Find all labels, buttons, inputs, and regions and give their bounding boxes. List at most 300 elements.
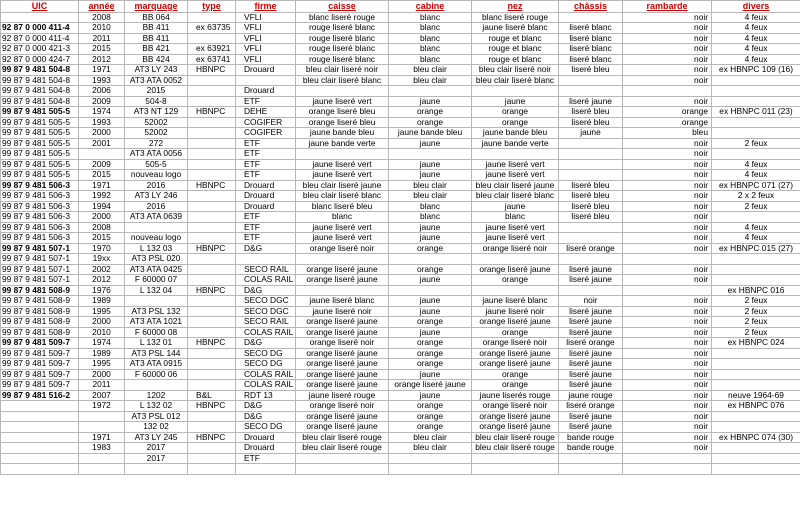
cell-type[interactable] (188, 443, 236, 454)
cell-nez[interactable] (472, 86, 559, 97)
header-nez[interactable]: nez (472, 1, 559, 13)
cell-annee[interactable] (79, 149, 125, 160)
cell-uic[interactable]: 99 87 9 481 508-9 (1, 306, 79, 317)
cell-caisse[interactable]: bleu clair liseré blanc (296, 191, 389, 202)
cell-cabine[interactable]: orange (389, 411, 472, 422)
cell-cabine[interactable]: jaune (389, 390, 472, 401)
cell-nez[interactable]: blanc (472, 212, 559, 223)
cell-marquage[interactable]: BB 421 (125, 44, 188, 55)
cell-type[interactable] (188, 212, 236, 223)
cell-firme[interactable]: VFLI (236, 33, 296, 44)
cell-divers[interactable] (712, 422, 800, 433)
cell-nez[interactable] (472, 453, 559, 464)
cell-type[interactable] (188, 96, 236, 107)
cell-type[interactable]: HBNPC (188, 285, 236, 296)
cell-uic[interactable]: 99 87 9 481 507-1 (1, 243, 79, 254)
cell-cabine[interactable]: jaune (389, 222, 472, 233)
cell-uic[interactable]: 99 87 9 481 506-3 (1, 180, 79, 191)
cell-uic[interactable]: 99 87 9 481 508-9 (1, 327, 79, 338)
cell-cabine[interactable]: orange liseré jaune (389, 380, 472, 391)
cell-nez[interactable]: orange liseré jaune (472, 317, 559, 328)
cell-rambarde[interactable]: noir (623, 296, 712, 307)
cell-type[interactable] (188, 191, 236, 202)
cell-cabine[interactable]: jaune (389, 138, 472, 149)
cell-rambarde[interactable]: noir (623, 338, 712, 349)
cell-rambarde[interactable]: noir (623, 54, 712, 65)
cell-chassis[interactable]: liseré blanc (559, 23, 623, 34)
cell-uic[interactable]: 99 87 9 481 509-7 (1, 348, 79, 359)
cell-annee[interactable]: 2015 (79, 170, 125, 181)
cell-firme[interactable]: D&G (236, 338, 296, 349)
cell-marquage[interactable]: 52002 (125, 117, 188, 128)
cell-rambarde[interactable]: orange (623, 117, 712, 128)
cell-firme[interactable]: COLAS RAIL (236, 369, 296, 380)
cell-rambarde[interactable]: noir (623, 212, 712, 223)
cell-chassis[interactable]: liseré jaune (559, 359, 623, 370)
cell-firme[interactable]: VFLI (236, 54, 296, 65)
cell-rambarde[interactable] (623, 453, 712, 464)
cell-rambarde[interactable]: noir (623, 65, 712, 76)
cell-chassis[interactable]: jaune (559, 128, 623, 139)
cell-marquage[interactable]: AT3 PSL 020 (125, 254, 188, 265)
cell-marquage[interactable]: AT3 PSL 144 (125, 348, 188, 359)
cell-firme[interactable]: VFLI (236, 44, 296, 55)
cell-rambarde[interactable]: noir (623, 327, 712, 338)
cell-divers[interactable]: 2 feux (712, 201, 800, 212)
cell-firme[interactable]: VFLI (236, 23, 296, 34)
cell-cabine[interactable]: jaune (389, 296, 472, 307)
cell-annee[interactable]: 2015 (79, 44, 125, 55)
cell-annee[interactable] (79, 453, 125, 464)
cell-chassis[interactable]: liseré bleu (559, 180, 623, 191)
cell-nez[interactable] (472, 285, 559, 296)
cell-cabine[interactable]: jaune (389, 159, 472, 170)
cell-cabine[interactable]: orange (389, 243, 472, 254)
cell-cabine[interactable]: jaune (389, 96, 472, 107)
cell-nez[interactable]: jaune (472, 201, 559, 212)
cell-nez[interactable]: jaune liserés rouge (472, 390, 559, 401)
cell-caisse[interactable]: bleu clair liseré rouge (296, 443, 389, 454)
cell-caisse[interactable]: blanc (296, 212, 389, 223)
cell-type[interactable] (188, 348, 236, 359)
cell-nez[interactable] (472, 464, 559, 475)
cell-chassis[interactable] (559, 159, 623, 170)
cell-caisse[interactable]: jaune bande bleu (296, 128, 389, 139)
cell-rambarde[interactable]: noir (623, 443, 712, 454)
cell-uic[interactable] (1, 453, 79, 464)
cell-annee[interactable]: 1974 (79, 107, 125, 118)
cell-caisse[interactable]: jaune bande verte (296, 138, 389, 149)
cell-type[interactable] (188, 128, 236, 139)
cell-type[interactable]: B&L (188, 390, 236, 401)
cell-type[interactable] (188, 254, 236, 265)
cell-firme[interactable]: VFLI (236, 12, 296, 23)
cell-divers[interactable] (712, 453, 800, 464)
cell-rambarde[interactable]: noir (623, 422, 712, 433)
cell-divers[interactable] (712, 411, 800, 422)
cell-annee[interactable]: 2000 (79, 212, 125, 223)
cell-cabine[interactable]: blanc (389, 54, 472, 65)
cell-firme[interactable]: ETF (236, 233, 296, 244)
cell-type[interactable] (188, 306, 236, 317)
cell-nez[interactable]: jaune liseré blanc (472, 23, 559, 34)
cell-divers[interactable]: ex HBNPC 024 (712, 338, 800, 349)
cell-caisse[interactable]: orange liseré jaune (296, 359, 389, 370)
cell-nez[interactable]: jaune bande verte (472, 138, 559, 149)
cell-firme[interactable]: SECO DG (236, 359, 296, 370)
cell-uic[interactable]: 99 87 9 481 508-9 (1, 296, 79, 307)
cell-type[interactable]: HBNPC (188, 107, 236, 118)
cell-uic[interactable]: 99 87 9 481 506-3 (1, 191, 79, 202)
header-divers[interactable]: divers (712, 1, 800, 13)
header-annee[interactable]: année (79, 1, 125, 13)
cell-uic[interactable]: 99 87 9 481 504-8 (1, 65, 79, 76)
cell-cabine[interactable] (389, 149, 472, 160)
cell-cabine[interactable]: orange (389, 422, 472, 433)
cell-marquage[interactable]: BB 411 (125, 23, 188, 34)
cell-marquage[interactable]: L 132 02 (125, 401, 188, 412)
cell-type[interactable]: HBNPC (188, 338, 236, 349)
cell-annee[interactable]: 2012 (79, 275, 125, 286)
cell-cabine[interactable]: bleu clair (389, 65, 472, 76)
cell-type[interactable] (188, 264, 236, 275)
cell-rambarde[interactable]: noir (623, 432, 712, 443)
cell-type[interactable] (188, 75, 236, 86)
cell-nez[interactable]: orange liseré noir (472, 243, 559, 254)
cell-rambarde[interactable]: noir (623, 170, 712, 181)
cell-annee[interactable]: 1994 (79, 201, 125, 212)
cell-caisse[interactable]: jaune liseré vert (296, 170, 389, 181)
cell-divers[interactable]: ex HBNPC 016 (712, 285, 800, 296)
cell-firme[interactable]: Drouard (236, 201, 296, 212)
cell-chassis[interactable] (559, 138, 623, 149)
cell-annee[interactable]: 2007 (79, 390, 125, 401)
cell-uic[interactable] (1, 422, 79, 433)
cell-firme[interactable]: COGIFER (236, 117, 296, 128)
cell-chassis[interactable] (559, 12, 623, 23)
cell-rambarde[interactable]: noir (623, 44, 712, 55)
cell-nez[interactable]: rouge et blanc (472, 44, 559, 55)
cell-firme[interactable]: SECO DGC (236, 306, 296, 317)
cell-annee[interactable]: 2015 (79, 233, 125, 244)
cell-marquage[interactable]: 132 02 (125, 422, 188, 433)
cell-type[interactable] (188, 422, 236, 433)
cell-cabine[interactable]: blanc (389, 33, 472, 44)
cell-rambarde[interactable] (623, 285, 712, 296)
cell-type[interactable] (188, 275, 236, 286)
cell-annee[interactable]: 1995 (79, 306, 125, 317)
cell-chassis[interactable]: jaune rouge (559, 390, 623, 401)
cell-uic[interactable]: 92 87 0 000 424-7 (1, 54, 79, 65)
cell-marquage[interactable] (125, 296, 188, 307)
cell-nez[interactable]: bleu clair liseré jaune (472, 180, 559, 191)
cell-chassis[interactable]: liseré jaune (559, 422, 623, 433)
cell-cabine[interactable]: orange (389, 401, 472, 412)
cell-firme[interactable]: Drouard (236, 443, 296, 454)
cell-type[interactable] (188, 296, 236, 307)
cell-rambarde[interactable]: noir (623, 275, 712, 286)
cell-cabine[interactable]: blanc (389, 212, 472, 223)
cell-nez[interactable]: jaune liseré vert (472, 170, 559, 181)
cell-uic[interactable]: 99 87 9 481 504-8 (1, 75, 79, 86)
cell-cabine[interactable]: blanc (389, 44, 472, 55)
cell-uic[interactable]: 99 87 9 481 505-5 (1, 138, 79, 149)
cell-rambarde[interactable]: noir (623, 180, 712, 191)
cell-caisse[interactable]: bleu clair liseré noir (296, 65, 389, 76)
cell-divers[interactable]: 2 x 2 feux (712, 191, 800, 202)
cell-uic[interactable]: 99 87 9 481 504-8 (1, 96, 79, 107)
header-uic[interactable]: UIC (1, 1, 79, 13)
cell-marquage[interactable]: 2015 (125, 86, 188, 97)
cell-rambarde[interactable]: noir (623, 380, 712, 391)
cell-nez[interactable]: rouge et blanc (472, 54, 559, 65)
cell-divers[interactable] (712, 443, 800, 454)
cell-caisse[interactable] (296, 86, 389, 97)
cell-annee[interactable]: 2009 (79, 96, 125, 107)
cell-type[interactable] (188, 359, 236, 370)
cell-type[interactable] (188, 222, 236, 233)
cell-chassis[interactable] (559, 86, 623, 97)
cell-firme[interactable]: ETF (236, 149, 296, 160)
cell-marquage[interactable]: AT3 LY 243 (125, 65, 188, 76)
cell-type[interactable] (188, 201, 236, 212)
cell-firme[interactable]: ETF (236, 170, 296, 181)
cell-type[interactable] (188, 33, 236, 44)
cell-firme[interactable] (236, 75, 296, 86)
cell-cabine[interactable]: orange (389, 264, 472, 275)
cell-type[interactable]: HBNPC (188, 401, 236, 412)
cell-caisse[interactable]: jaune liseré noir (296, 306, 389, 317)
cell-type[interactable]: HBNPC (188, 243, 236, 254)
cell-rambarde[interactable]: noir (623, 390, 712, 401)
cell-annee[interactable]: 2008 (79, 12, 125, 23)
cell-nez[interactable]: bleu clair liseré blanc (472, 75, 559, 86)
cell-type[interactable] (188, 12, 236, 23)
cell-chassis[interactable]: liseré blanc (559, 54, 623, 65)
cell-chassis[interactable]: liseré bleu (559, 117, 623, 128)
cell-caisse[interactable]: orange liseré jaune (296, 327, 389, 338)
cell-annee[interactable] (79, 464, 125, 475)
cell-annee[interactable]: 1974 (79, 338, 125, 349)
cell-nez[interactable]: orange liseré jaune (472, 264, 559, 275)
cell-nez[interactable]: orange liseré noir (472, 338, 559, 349)
cell-firme[interactable]: ETF (236, 159, 296, 170)
cell-nez[interactable]: bleu clair liseré rouge (472, 432, 559, 443)
cell-annee[interactable]: 1995 (79, 359, 125, 370)
cell-nez[interactable]: orange (472, 369, 559, 380)
cell-chassis[interactable]: liseré bleu (559, 107, 623, 118)
cell-uic[interactable] (1, 411, 79, 422)
cell-rambarde[interactable]: noir (623, 201, 712, 212)
header-marquage[interactable]: marquage (125, 1, 188, 13)
cell-caisse[interactable] (296, 285, 389, 296)
cell-type[interactable] (188, 233, 236, 244)
cell-marquage[interactable]: 272 (125, 138, 188, 149)
cell-nez[interactable]: bleu clair liseré noir (472, 65, 559, 76)
cell-chassis[interactable] (559, 464, 623, 475)
cell-type[interactable]: ex 63741 (188, 54, 236, 65)
cell-divers[interactable] (712, 149, 800, 160)
cell-marquage[interactable]: AT3 ATA 0915 (125, 359, 188, 370)
cell-uic[interactable]: 99 87 9 481 509-7 (1, 338, 79, 349)
cell-nez[interactable]: rouge et blanc (472, 33, 559, 44)
cell-divers[interactable]: 4 feux (712, 222, 800, 233)
cell-divers[interactable]: 2 feux (712, 296, 800, 307)
cell-uic[interactable]: 99 87 9 481 505-5 (1, 107, 79, 118)
header-caisse[interactable]: caisse (296, 1, 389, 13)
cell-nez[interactable]: orange liseré jaune (472, 348, 559, 359)
cell-uic[interactable] (1, 464, 79, 475)
cell-divers[interactable]: 4 feux (712, 159, 800, 170)
cell-divers[interactable] (712, 264, 800, 275)
cell-type[interactable] (188, 159, 236, 170)
cell-uic[interactable]: 99 87 9 481 506-3 (1, 233, 79, 244)
cell-rambarde[interactable]: noir (623, 159, 712, 170)
cell-marquage[interactable]: nouveau logo (125, 233, 188, 244)
cell-cabine[interactable]: jaune (389, 275, 472, 286)
cell-caisse[interactable]: jaune liseré vert (296, 233, 389, 244)
cell-cabine[interactable]: bleu clair (389, 180, 472, 191)
cell-type[interactable] (188, 453, 236, 464)
cell-divers[interactable] (712, 75, 800, 86)
cell-marquage[interactable]: AT3 ATA 0639 (125, 212, 188, 223)
cell-divers[interactable] (712, 369, 800, 380)
cell-annee[interactable]: 1972 (79, 401, 125, 412)
cell-annee[interactable]: 2010 (79, 327, 125, 338)
cell-type[interactable] (188, 317, 236, 328)
cell-chassis[interactable]: liseré orange (559, 338, 623, 349)
cell-firme[interactable]: COLAS RAIL (236, 327, 296, 338)
cell-rambarde[interactable]: noir (623, 411, 712, 422)
cell-uic[interactable]: 99 87 9 481 504-8 (1, 86, 79, 97)
cell-rambarde[interactable]: noir (623, 243, 712, 254)
cell-divers[interactable]: 4 feux (712, 54, 800, 65)
cell-cabine[interactable]: bleu clair (389, 75, 472, 86)
cell-cabine[interactable] (389, 285, 472, 296)
cell-uic[interactable]: 92 87 0 000 421-3 (1, 44, 79, 55)
cell-marquage[interactable]: 2016 (125, 201, 188, 212)
cell-uic[interactable]: 99 87 9 481 516-2 (1, 390, 79, 401)
cell-divers[interactable]: 4 feux (712, 33, 800, 44)
cell-chassis[interactable]: liseré bleu (559, 191, 623, 202)
cell-caisse[interactable]: jaune liseré rouge (296, 390, 389, 401)
cell-marquage[interactable]: BB 064 (125, 12, 188, 23)
cell-firme[interactable]: COLAS RAIL (236, 380, 296, 391)
cell-chassis[interactable]: bande rouge (559, 443, 623, 454)
cell-chassis[interactable]: liseré jaune (559, 411, 623, 422)
cell-caisse[interactable] (296, 453, 389, 464)
cell-divers[interactable]: 4 feux (712, 44, 800, 55)
cell-annee[interactable]: 1976 (79, 285, 125, 296)
cell-rambarde[interactable]: noir (623, 233, 712, 244)
cell-firme[interactable]: ETF (236, 222, 296, 233)
cell-uic[interactable]: 99 87 9 481 509-7 (1, 359, 79, 370)
cell-rambarde[interactable] (623, 86, 712, 97)
cell-divers[interactable] (712, 464, 800, 475)
cell-rambarde[interactable]: noir (623, 348, 712, 359)
cell-nez[interactable] (472, 149, 559, 160)
cell-nez[interactable]: jaune liseré vert (472, 159, 559, 170)
cell-chassis[interactable]: liseré bleu (559, 201, 623, 212)
cell-marquage[interactable]: AT3 ATA 1021 (125, 317, 188, 328)
cell-rambarde[interactable] (623, 254, 712, 265)
cell-divers[interactable] (712, 275, 800, 286)
cell-caisse[interactable]: orange liseré jaune (296, 348, 389, 359)
cell-nez[interactable]: blanc liseré rouge (472, 12, 559, 23)
cell-nez[interactable]: jaune liseré noir (472, 306, 559, 317)
cell-divers[interactable]: ex HBNPC 011 (23) (712, 107, 800, 118)
cell-firme[interactable]: D&G (236, 411, 296, 422)
cell-uic[interactable]: 99 87 9 481 505-5 (1, 159, 79, 170)
cell-rambarde[interactable]: bleu (623, 128, 712, 139)
cell-caisse[interactable]: jaune liseré blanc (296, 296, 389, 307)
cell-divers[interactable]: ex HBNPC 076 (712, 401, 800, 412)
cell-divers[interactable]: neuve 1964-69 (712, 390, 800, 401)
cell-divers[interactable] (712, 359, 800, 370)
cell-type[interactable]: HBNPC (188, 180, 236, 191)
cell-rambarde[interactable]: noir (623, 96, 712, 107)
cell-nez[interactable]: orange liseré jaune (472, 422, 559, 433)
cell-type[interactable]: ex 63735 (188, 23, 236, 34)
cell-divers[interactable]: ex HBNPC 015 (27) (712, 243, 800, 254)
header-type[interactable]: type (188, 1, 236, 13)
cell-type[interactable] (188, 170, 236, 181)
cell-cabine[interactable] (389, 254, 472, 265)
cell-marquage[interactable]: 2017 (125, 453, 188, 464)
cell-cabine[interactable]: blanc (389, 201, 472, 212)
cell-divers[interactable]: 4 feux (712, 170, 800, 181)
cell-firme[interactable]: Drouard (236, 180, 296, 191)
cell-nez[interactable]: orange liseré jaune (472, 359, 559, 370)
cell-firme[interactable]: D&G (236, 243, 296, 254)
header-rambarde[interactable]: rambarde (623, 1, 712, 13)
cell-rambarde[interactable]: noir (623, 222, 712, 233)
cell-nez[interactable]: orange (472, 107, 559, 118)
cell-caisse[interactable]: orange liseré jaune (296, 422, 389, 433)
cell-annee[interactable]: 2001 (79, 138, 125, 149)
cell-annee[interactable]: 2002 (79, 264, 125, 275)
cell-chassis[interactable] (559, 285, 623, 296)
cell-caisse[interactable]: jaune liseré vert (296, 222, 389, 233)
cell-caisse[interactable]: rouge liseré blanc (296, 44, 389, 55)
cell-marquage[interactable]: nouveau logo (125, 170, 188, 181)
cell-divers[interactable]: 4 feux (712, 233, 800, 244)
cell-rambarde[interactable]: orange (623, 107, 712, 118)
cell-marquage[interactable]: 2016 (125, 180, 188, 191)
cell-divers[interactable]: ex HBNPC 074 (30) (712, 432, 800, 443)
cell-marquage[interactable]: F 60000 08 (125, 327, 188, 338)
cell-type[interactable] (188, 411, 236, 422)
cell-caisse[interactable]: blanc liseré bleu (296, 201, 389, 212)
cell-annee[interactable]: 2000 (79, 317, 125, 328)
cell-uic[interactable]: 99 87 9 481 507-1 (1, 254, 79, 265)
cell-cabine[interactable]: orange (389, 359, 472, 370)
cell-chassis[interactable]: liseré orange (559, 243, 623, 254)
cell-chassis[interactable]: liseré jaune (559, 306, 623, 317)
cell-marquage[interactable]: AT3 PSL 012 (125, 411, 188, 422)
cell-type[interactable] (188, 117, 236, 128)
cell-chassis[interactable]: liseré jaune (559, 327, 623, 338)
cell-caisse[interactable]: orange liseré jaune (296, 264, 389, 275)
cell-divers[interactable] (712, 117, 800, 128)
cell-marquage[interactable]: 504-8 (125, 96, 188, 107)
cell-nez[interactable] (472, 254, 559, 265)
cell-type[interactable]: HBNPC (188, 432, 236, 443)
cell-divers[interactable]: ex HBNPC 071 (27) (712, 180, 800, 191)
cell-caisse[interactable]: orange liseré jaune (296, 411, 389, 422)
cell-rambarde[interactable]: noir (623, 138, 712, 149)
cell-cabine[interactable]: bleu clair (389, 191, 472, 202)
